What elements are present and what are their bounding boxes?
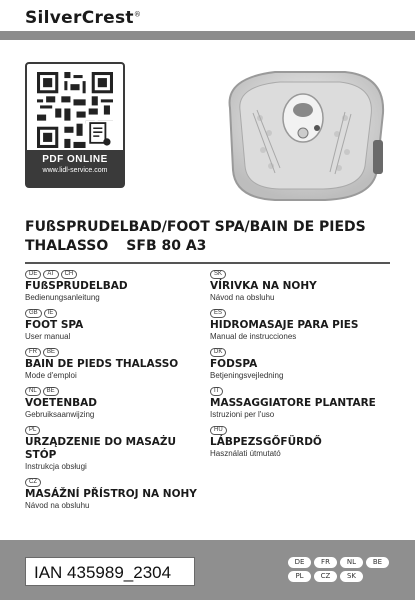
language-title: VOETENBAD bbox=[25, 397, 98, 409]
language-title: BAIN DE PIEDS THALASSO bbox=[25, 358, 179, 370]
language-list-left bbox=[25, 270, 210, 517]
top-band bbox=[0, 31, 415, 40]
country-code: SK bbox=[210, 270, 226, 279]
country-code: FR bbox=[25, 348, 41, 357]
language-entry[interactable] bbox=[25, 478, 210, 511]
language-entry[interactable] bbox=[25, 426, 210, 472]
language-subtitle: Használati útmutató bbox=[210, 449, 281, 458]
country-codes bbox=[210, 270, 395, 279]
language-entry[interactable] bbox=[25, 348, 210, 381]
ian-number: IAN 435989_2304 bbox=[25, 557, 195, 586]
country-codes bbox=[25, 309, 210, 318]
language-entry[interactable] bbox=[25, 309, 210, 342]
country-code: DK bbox=[210, 348, 226, 357]
language-entry[interactable] bbox=[210, 426, 395, 459]
product-title-line1: FUßSPRUDELBAD/FOOT SPA/BAIN DE PIEDS bbox=[25, 219, 366, 235]
language-title: VÍRIVKA NA NOHY bbox=[210, 280, 317, 292]
country-codes bbox=[25, 478, 210, 487]
country-code: BE bbox=[43, 348, 59, 357]
language-subtitle: Betjeningsvejledning bbox=[210, 371, 284, 380]
language-title: LÁBPEZSGŐFÜRDŐ bbox=[210, 436, 322, 448]
product-title bbox=[25, 218, 395, 256]
language-subtitle: Instrukcja obsługi bbox=[25, 462, 87, 471]
divider bbox=[25, 262, 390, 264]
language-title: URZĄDZENIE DO MASAŻU STÓP bbox=[25, 436, 177, 461]
language-title: MASSAGGIATORE PLANTARE bbox=[210, 397, 376, 409]
footer-country-code: PL bbox=[288, 571, 311, 582]
country-code: CH bbox=[61, 270, 78, 279]
language-subtitle: User manual bbox=[25, 332, 71, 341]
language-subtitle: Gebruiksaanwijzing bbox=[25, 410, 95, 419]
country-code: ES bbox=[210, 309, 226, 318]
product-name: THALASSO bbox=[25, 238, 109, 254]
language-subtitle: Istruzioni per l'uso bbox=[210, 410, 275, 419]
country-code: GB bbox=[25, 309, 42, 318]
country-codes bbox=[210, 309, 395, 318]
pdf-online-title: PDF ONLINE bbox=[42, 154, 108, 165]
pdf-online-label bbox=[27, 150, 123, 186]
country-code: IE bbox=[44, 309, 58, 318]
pdf-online-url: www.lidl-service.com bbox=[42, 167, 108, 174]
language-subtitle: Mode d'emploi bbox=[25, 371, 77, 380]
footer-country-code: FR bbox=[314, 557, 337, 568]
language-entry[interactable] bbox=[25, 270, 210, 303]
foot-spa-product-image bbox=[205, 58, 395, 208]
country-code: IT bbox=[210, 387, 223, 396]
country-code: NL bbox=[25, 387, 41, 396]
qr-code-box[interactable] bbox=[25, 62, 125, 188]
country-code: HU bbox=[210, 426, 227, 435]
country-code: DE bbox=[25, 270, 41, 279]
country-codes bbox=[25, 348, 210, 357]
country-code: AT bbox=[43, 270, 58, 279]
footer-country-code: SK bbox=[340, 571, 363, 582]
language-title: FUßSPRUDELBAD bbox=[25, 280, 128, 292]
language-entry[interactable] bbox=[210, 270, 395, 303]
language-subtitle: Bedienungsanleitung bbox=[25, 293, 100, 302]
language-title: HIDROMASAJE PARA PIES bbox=[210, 319, 359, 331]
language-entry[interactable] bbox=[210, 387, 395, 420]
model-number: SFB 80 A3 bbox=[126, 238, 207, 254]
country-code: CZ bbox=[25, 478, 41, 487]
country-codes bbox=[210, 387, 395, 396]
language-title: FOOT SPA bbox=[25, 319, 84, 331]
language-entry[interactable] bbox=[210, 348, 395, 381]
language-title: FODSPA bbox=[210, 358, 258, 370]
qr-code-icon bbox=[37, 72, 113, 148]
language-entry[interactable] bbox=[210, 309, 395, 342]
brand-logo: SilverCrest® bbox=[25, 8, 142, 28]
country-codes bbox=[210, 348, 395, 357]
country-codes bbox=[25, 270, 210, 279]
language-subtitle: Návod na obsluhu bbox=[210, 293, 275, 302]
country-code: BE bbox=[43, 387, 59, 396]
footer-country-codes bbox=[288, 557, 392, 582]
country-codes bbox=[210, 426, 395, 435]
footer-country-code: DE bbox=[288, 557, 311, 568]
footer-country-code: CZ bbox=[314, 571, 337, 582]
language-title: MASÁŽNÍ PŘÍSTROJ NA NOHY bbox=[25, 488, 197, 500]
footer-country-code: BE bbox=[366, 557, 389, 568]
language-list-right bbox=[210, 270, 395, 465]
country-codes bbox=[25, 426, 210, 435]
footer-country-code: NL bbox=[340, 557, 363, 568]
country-code: PL bbox=[25, 426, 40, 435]
country-codes bbox=[25, 387, 210, 396]
product-title-line2 bbox=[25, 237, 395, 256]
language-subtitle: Manual de instrucciones bbox=[210, 332, 297, 341]
language-entry[interactable] bbox=[25, 387, 210, 420]
language-subtitle: Návod na obsluhu bbox=[25, 501, 90, 510]
